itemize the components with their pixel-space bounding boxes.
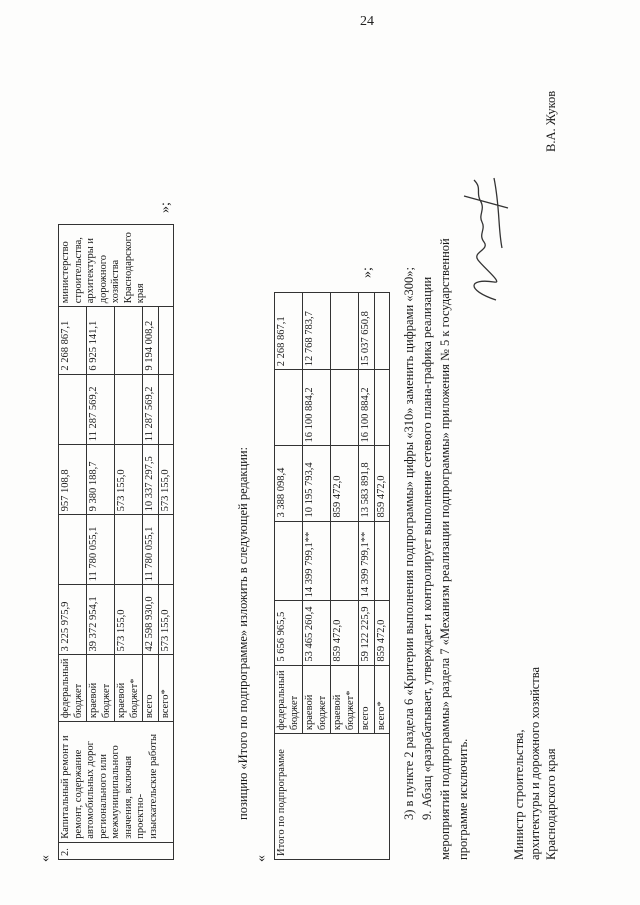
value-y3 — [275, 370, 303, 446]
subprogram-table-1 — [58, 224, 174, 860]
source-label: краевой бюджет — [303, 665, 331, 733]
value-total: 3 225 975,9 — [59, 585, 87, 655]
source-label: всего — [143, 655, 159, 722]
value-y1 — [275, 521, 303, 601]
subprogram-table-2 — [274, 292, 390, 860]
close-quote-1: »; — [158, 202, 173, 213]
item-9-line-2: мероприятий подпрограммы» раздела 7 «Механизм реализации подпрограммы» приложения № 5 к государственной — [438, 238, 452, 860]
open-quote-1: « — [38, 855, 53, 862]
value-y4 — [115, 307, 143, 374]
rotated-content — [30, 23, 590, 868]
signatory-line-3: Краснодарского края — [544, 748, 558, 860]
measure-name: Капитальный ремонт и ремонт, содержание автомобильных дорог регионального или межмуниципального значения, включая проектно-изыскательские работы — [59, 722, 174, 843]
value-y2: 9 380 188,7 — [87, 445, 115, 515]
item-3: 3) в пункте 2 раздела 6 «Критерии выполнения подпрограммы» цифры «310» заменить цифрами «300»; — [402, 266, 416, 820]
table-row — [59, 225, 87, 860]
executor: министерство строительства, архитектуры и дорожного хозяйства Краснодарского края — [59, 225, 174, 307]
source-label: всего* — [374, 665, 390, 733]
signature-name: В.А. Жуков — [544, 90, 558, 152]
value-y2: 13 583 891,8 — [359, 446, 375, 521]
value-y3 — [59, 374, 87, 445]
value-y4 — [158, 307, 174, 374]
signatory-line-1: Министр строительства, — [512, 729, 526, 860]
value-y1: 14 399 799,1** — [303, 521, 331, 601]
value-y3: 11 287 569,2 — [87, 374, 115, 445]
value-y3: 11 287 569,2 — [143, 374, 159, 445]
signatory-line-2: архитектуры и дорожного хозяйства — [528, 666, 542, 860]
value-y2: 859 472,0 — [374, 446, 390, 521]
value-total: 5 656 965,5 — [275, 601, 303, 665]
value-y2: 859 472,0 — [331, 446, 359, 521]
signature-graphic — [456, 158, 516, 308]
value-y3: 16 100 884,2 — [359, 370, 375, 446]
value-total: 53 465 260,4 — [303, 601, 331, 665]
value-y2: 573 155,0 — [115, 445, 143, 515]
value-y4: 9 194 008,2 — [143, 307, 159, 374]
value-total: 59 122 225,9 — [359, 601, 375, 665]
value-y1: 11 780 055,1 — [87, 515, 115, 585]
value-y1 — [115, 515, 143, 585]
value-total: 859 472,0 — [374, 601, 390, 665]
source-label: федеральный бюджет — [59, 655, 87, 722]
value-y3: 16 100 884,2 — [303, 370, 331, 446]
value-y3 — [374, 370, 390, 446]
value-y3 — [331, 370, 359, 446]
value-y1 — [158, 515, 174, 585]
value-y4: 12 768 783,7 — [303, 293, 331, 370]
intro-line: позицию «Итого по подпрограмме» изложить в следующей редакции: — [236, 447, 250, 820]
value-total: 42 598 930,0 — [143, 585, 159, 655]
value-total: 39 372 954,1 — [87, 585, 115, 655]
source-label: краевой бюджет — [87, 655, 115, 722]
value-y4: 2 268 867,1 — [59, 307, 87, 374]
value-y1: 11 780 055,1 — [143, 515, 159, 585]
value-y3 — [158, 374, 174, 445]
value-y2: 10 337 297,5 — [143, 445, 159, 515]
value-y3 — [115, 374, 143, 445]
value-y4 — [331, 293, 359, 370]
table-row — [275, 293, 303, 860]
value-y2: 3 388 098,4 — [275, 446, 303, 521]
row-number: 2. — [59, 842, 174, 859]
value-y2: 573 155,0 — [158, 445, 174, 515]
value-y2: 957 108,8 — [59, 445, 87, 515]
value-y1: 14 399 799,1** — [359, 521, 375, 601]
value-y4: 2 268 867,1 — [275, 293, 303, 370]
item-9-line-1: 9. Абзац «разрабатывает, утверждает и контролирует выполнение сетевого плана-графика реализации — [420, 276, 434, 820]
value-y4: 6 925 141,1 — [87, 307, 115, 374]
close-quote-2: »; — [360, 267, 375, 278]
value-y4: 15 037 650,8 — [359, 293, 375, 370]
value-total: 859 472,0 — [331, 601, 359, 665]
value-y1 — [374, 521, 390, 601]
source-label: краевой бюджет* — [331, 665, 359, 733]
page-number: 24 — [360, 14, 374, 29]
open-quote-2: « — [254, 855, 269, 862]
item-9-line-3: программе исключить. — [456, 738, 470, 860]
value-total: 573 155,0 — [115, 585, 143, 655]
source-label: всего — [359, 665, 375, 733]
source-label: краевой бюджет* — [115, 655, 143, 722]
total-label: Итого по подпрограмме — [275, 734, 390, 860]
source-label: всего* — [158, 655, 174, 722]
value-total: 573 155,0 — [158, 585, 174, 655]
value-y4 — [374, 293, 390, 370]
value-y1 — [331, 521, 359, 601]
value-y2: 10 195 793,4 — [303, 446, 331, 521]
source-label: федеральный бюджет — [275, 665, 303, 733]
value-y1 — [59, 515, 87, 585]
